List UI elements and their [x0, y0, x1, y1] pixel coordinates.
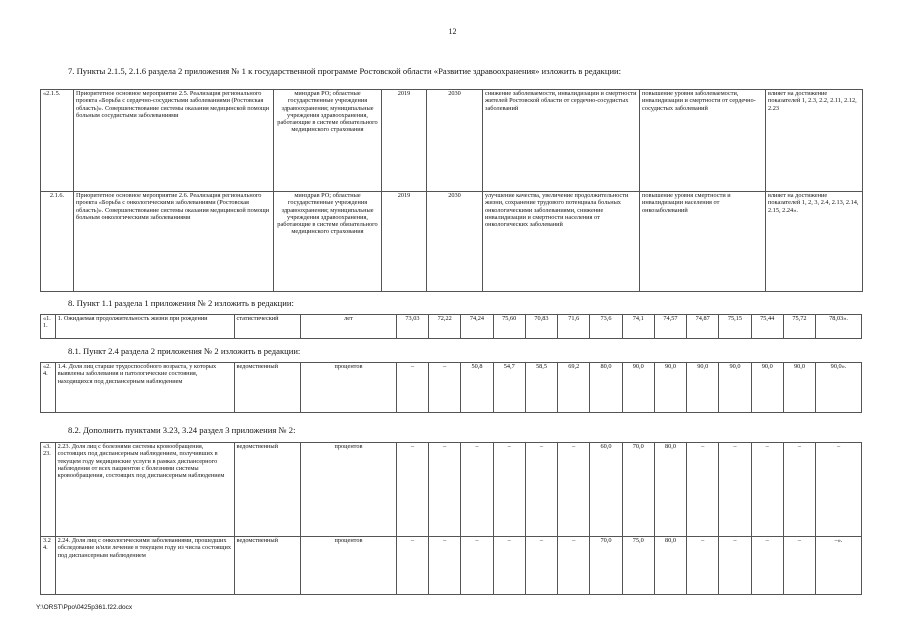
value-cell: –	[396, 443, 428, 537]
page-number: 12	[448, 27, 457, 36]
indicator-type: ведомственный	[234, 443, 301, 537]
table-row	[41, 90, 863, 192]
unit: процентов	[301, 443, 397, 537]
row-number: «1.1.	[41, 315, 56, 339]
table-row	[41, 537, 862, 595]
row-number: 2.1.6.	[41, 192, 74, 292]
indicator-type: ведомственный	[234, 537, 301, 595]
value-cell: 90,0	[622, 363, 654, 413]
value-cell: 74,24	[461, 315, 493, 339]
value-cell: 90,0	[687, 363, 719, 413]
section-8-heading: 8. Пункт 1.1 раздела 1 приложения № 2 изложить в редакции:	[68, 298, 294, 308]
value-cell: –	[429, 363, 461, 413]
value-cell: 80,0	[654, 537, 686, 595]
value-cell: –	[461, 537, 493, 595]
value-cell: 90,0	[654, 363, 686, 413]
value-cell: –	[429, 537, 461, 595]
start-year: 2019	[382, 192, 427, 292]
value-cell: 74,57	[654, 315, 686, 339]
value-cell: 70,0	[590, 537, 622, 595]
row-number: «2.1.5.	[41, 90, 74, 192]
non-implementation-consequence: повышение уровня смертности и инвалидизации населения от онкозаболеваний	[640, 192, 766, 292]
table-row	[41, 443, 862, 537]
value-cell: 90,0	[783, 363, 815, 413]
value-cell: –	[687, 537, 719, 595]
value-cell: –	[719, 443, 751, 537]
row-number: «2.4.	[41, 363, 56, 413]
section-8-2-heading: 8.2. Дополнить пунктами 3.23, 3.24 раздел 3 приложения № 2:	[68, 425, 296, 435]
indicator-name: 1. Ожидаемая продолжительность жизни при рождении	[55, 315, 234, 339]
value-cell: 60,0	[590, 443, 622, 537]
value-cell: 69,2	[558, 363, 590, 413]
unit: процентов	[301, 537, 397, 595]
table-row	[41, 192, 863, 292]
unit: лет	[301, 315, 397, 339]
expected-result: улучшение качества, увеличение продолжительности жизни, сохранение трудового потенциала больных онкологическими заболеваниями, снижение инвалидизации и смертности населения от онкологических заболеваний	[483, 192, 640, 292]
end-year: 2030	[427, 90, 483, 192]
event-name: Приоритетное основное мероприятие 2.6. Реализация регионального проекта «Борьба с онкологическими заболеваниями (Ростовская область)». Совершенствование системы оказания медицинской помощи больным онкологическими заболеваниями	[74, 192, 274, 292]
end-year: 2030	[427, 192, 483, 292]
value-cell: –	[687, 443, 719, 537]
value-cell: –	[493, 537, 525, 595]
value-cell: 78,03».	[816, 315, 862, 339]
value-cell: –	[461, 443, 493, 537]
value-cell: 90,0	[719, 363, 751, 413]
value-cell: 72,22	[429, 315, 461, 339]
indicator-name: 1.4. Доля лиц старше трудоспособного возраста, у которых выявлены заболевания и патологические состояния, находящихся под диспансерным наблюдением	[55, 363, 234, 413]
indicator-type: ведомственный	[234, 363, 301, 413]
value-cell: 74,87	[687, 315, 719, 339]
value-cell: 80,0	[590, 363, 622, 413]
indicator-name: 2.24. Доля лиц с онкологическими заболеваниями, прошедших обследование и/или лечение в текущем году из числа состоящих под диспансерным наблюдением	[55, 537, 234, 595]
indicator-type: статистический	[234, 315, 301, 339]
unit: процентов	[301, 363, 397, 413]
value-cell: 54,7	[493, 363, 525, 413]
event-name: Приоритетное основное мероприятие 2.5. Реализация регионального проекта «Борьба с сердечно-сосудистыми заболеваниями (Ростовская область)». Совершенствование системы оказания медицинской помощи больным сосудистыми заболеваниями	[74, 90, 274, 192]
value-cell: 74,1	[622, 315, 654, 339]
value-cell: –	[396, 363, 428, 413]
value-cell: –	[396, 537, 428, 595]
value-cell: 75,60	[493, 315, 525, 339]
value-cell: 73,03	[396, 315, 428, 339]
value-cell: –	[525, 443, 557, 537]
value-cell: –	[558, 443, 590, 537]
value-cell: 90,0	[751, 363, 783, 413]
value-cell: –	[816, 443, 862, 537]
expected-result: снижение заболеваемости, инвалидизации и смертности жителей Ростовской области от сердечно-сосудистых заболеваний	[483, 90, 640, 192]
indicator-link: влияет на достижение показателей 1, 2, 3, 2.4, 2.13, 2.14, 2.15, 2.24».	[766, 192, 863, 292]
non-implementation-consequence: повышение уровня заболеваемости, инвалидизации и смертности от сердечно-сосудистых заболеваний	[640, 90, 766, 192]
section-7-heading: 7. Пункты 2.1.5, 2.1.6 раздела 2 приложения № 1 к государственной программе Ростовской области «Развитие здравоохранения» изложить в редакции:	[68, 66, 622, 76]
value-cell: –	[429, 443, 461, 537]
file-path-footer: Y:\ORST\Ppo\0425p361.f22.docx	[36, 604, 133, 611]
section-8-2-table	[40, 442, 862, 595]
value-cell: 80,0	[654, 443, 686, 537]
value-cell: –	[751, 537, 783, 595]
value-cell: –	[783, 443, 815, 537]
value-cell: 71,6	[558, 315, 590, 339]
executor: минздрав РО; областные государственные учреждения здравоохранения; муниципальные учреждения здравоохранения, работающие в системе обязательного медицинского страхования	[274, 90, 382, 192]
value-cell: 75,0	[622, 537, 654, 595]
section-8-1-table	[40, 362, 862, 413]
section-8-table	[40, 314, 862, 339]
start-year: 2019	[382, 90, 427, 192]
indicator-name: 2.23. Доля лиц с болезнями системы кровообращения, состоящих под диспансерным наблюдением, получивших в текущем году медицинские услуги в рамках диспансерного наблюдения от всех пациентов с болезнями системы кровообращения, состоящих под диспансерным наблюдением	[55, 443, 234, 537]
indicator-link: влияет на достижение показателей 1, 2.3, 2.2, 2.11, 2.12, 2.23	[766, 90, 863, 192]
value-cell: –	[719, 537, 751, 595]
value-cell: –	[751, 443, 783, 537]
value-cell: 58,5	[525, 363, 557, 413]
value-cell: 75,15	[719, 315, 751, 339]
value-cell: 70,83	[525, 315, 557, 339]
value-cell: 90,0».	[816, 363, 862, 413]
executor: минздрав РО; областные государственные учреждения здравоохранения; муниципальные учреждения здравоохранения, работающие в системе обязательного медицинского страхования	[274, 192, 382, 292]
value-cell: –	[525, 537, 557, 595]
value-cell: –».	[816, 537, 862, 595]
table-row	[41, 363, 862, 413]
table-row	[41, 315, 862, 339]
row-number: 3.24.	[41, 537, 56, 595]
section-7-table	[40, 89, 863, 292]
value-cell: –	[493, 443, 525, 537]
row-number: «3.23.	[41, 443, 56, 537]
section-8-1-heading: 8.1. Пункт 2.4 раздела 2 приложения № 2 изложить в редакции:	[68, 346, 301, 356]
value-cell: 70,0	[622, 443, 654, 537]
value-cell: 75,72	[783, 315, 815, 339]
value-cell: –	[783, 537, 815, 595]
value-cell: 50,8	[461, 363, 493, 413]
value-cell: 73,6	[590, 315, 622, 339]
value-cell: –	[558, 537, 590, 595]
value-cell: 75,44	[751, 315, 783, 339]
